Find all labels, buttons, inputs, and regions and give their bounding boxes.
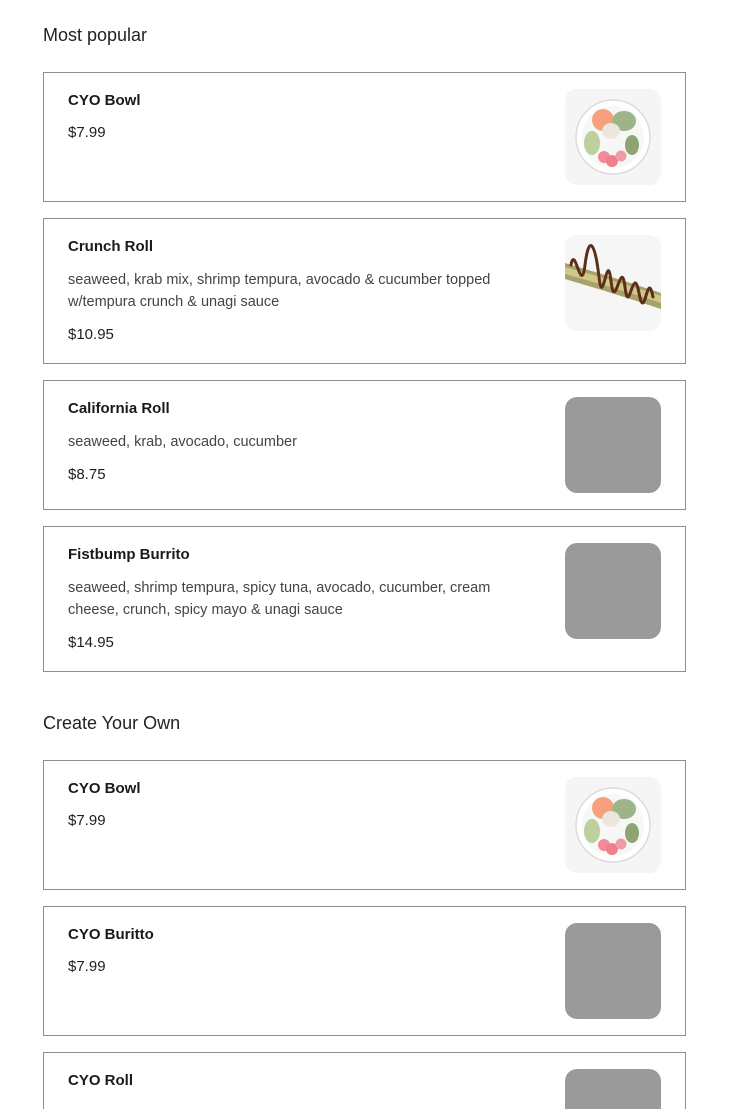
menu-item-name: CYO Buritto <box>68 926 154 943</box>
menu-item-name: Crunch Roll <box>68 238 153 255</box>
menu-item-card[interactable] <box>43 218 686 364</box>
menu-item-price: $14.95 <box>68 634 114 651</box>
poke-bowl-icon <box>565 777 661 873</box>
menu-item-price: $7.99 <box>68 124 106 141</box>
menu-item-image <box>565 89 661 185</box>
menu-item-text <box>68 399 518 485</box>
menu-item-text <box>68 237 518 345</box>
menu-item-image-placeholder <box>565 543 661 639</box>
menu-item-name: Fistbump Burrito <box>68 546 190 563</box>
menu-item-text <box>68 545 518 653</box>
menu-item-image-placeholder <box>565 1069 661 1109</box>
menu-item-card[interactable] <box>43 72 686 202</box>
menu-item-name: California Roll <box>68 400 170 417</box>
section-title-create-your-own: Create Your Own <box>43 713 181 733</box>
menu-item-card[interactable] <box>43 526 686 672</box>
menu-item-description: seaweed, krab mix, shrimp tempura, avocado & cucumber topped w/tempura crunch & unagi sauce <box>68 272 491 310</box>
menu-item-text <box>68 91 518 143</box>
menu-item-price: $10.95 <box>68 326 114 343</box>
section-title-most-popular: Most popular <box>43 25 148 45</box>
menu-item-price: $8.75 <box>68 466 106 483</box>
menu-item-image-placeholder <box>565 397 661 493</box>
menu-item-card[interactable] <box>43 760 686 890</box>
menu-item-description: seaweed, shrimp tempura, spicy tuna, avocado, cucumber, cream cheese, crunch, spicy mayo & unagi sauce <box>68 580 491 618</box>
menu-item-description: seaweed, krab, avocado, cucumber <box>68 434 297 450</box>
menu-item-image <box>565 235 661 331</box>
menu-item-name: CYO Roll <box>68 1072 134 1089</box>
menu-item-image <box>565 777 661 873</box>
menu-item-price: $7.99 <box>68 958 106 975</box>
menu-item-card[interactable] <box>43 906 686 1036</box>
crunch-roll-icon <box>565 235 661 331</box>
menu-item-price: $7.99 <box>68 812 106 829</box>
menu-item-text <box>68 925 518 977</box>
menu-item-text <box>68 779 518 831</box>
menu-item-image-placeholder <box>565 923 661 1019</box>
menu-item-text <box>68 1071 518 1091</box>
poke-bowl-icon <box>565 89 661 185</box>
menu-item-card[interactable] <box>43 1052 686 1109</box>
menu-item-name: CYO Bowl <box>68 780 141 797</box>
menu-item-name: CYO Bowl <box>68 92 141 109</box>
menu-item-card[interactable] <box>43 380 686 510</box>
